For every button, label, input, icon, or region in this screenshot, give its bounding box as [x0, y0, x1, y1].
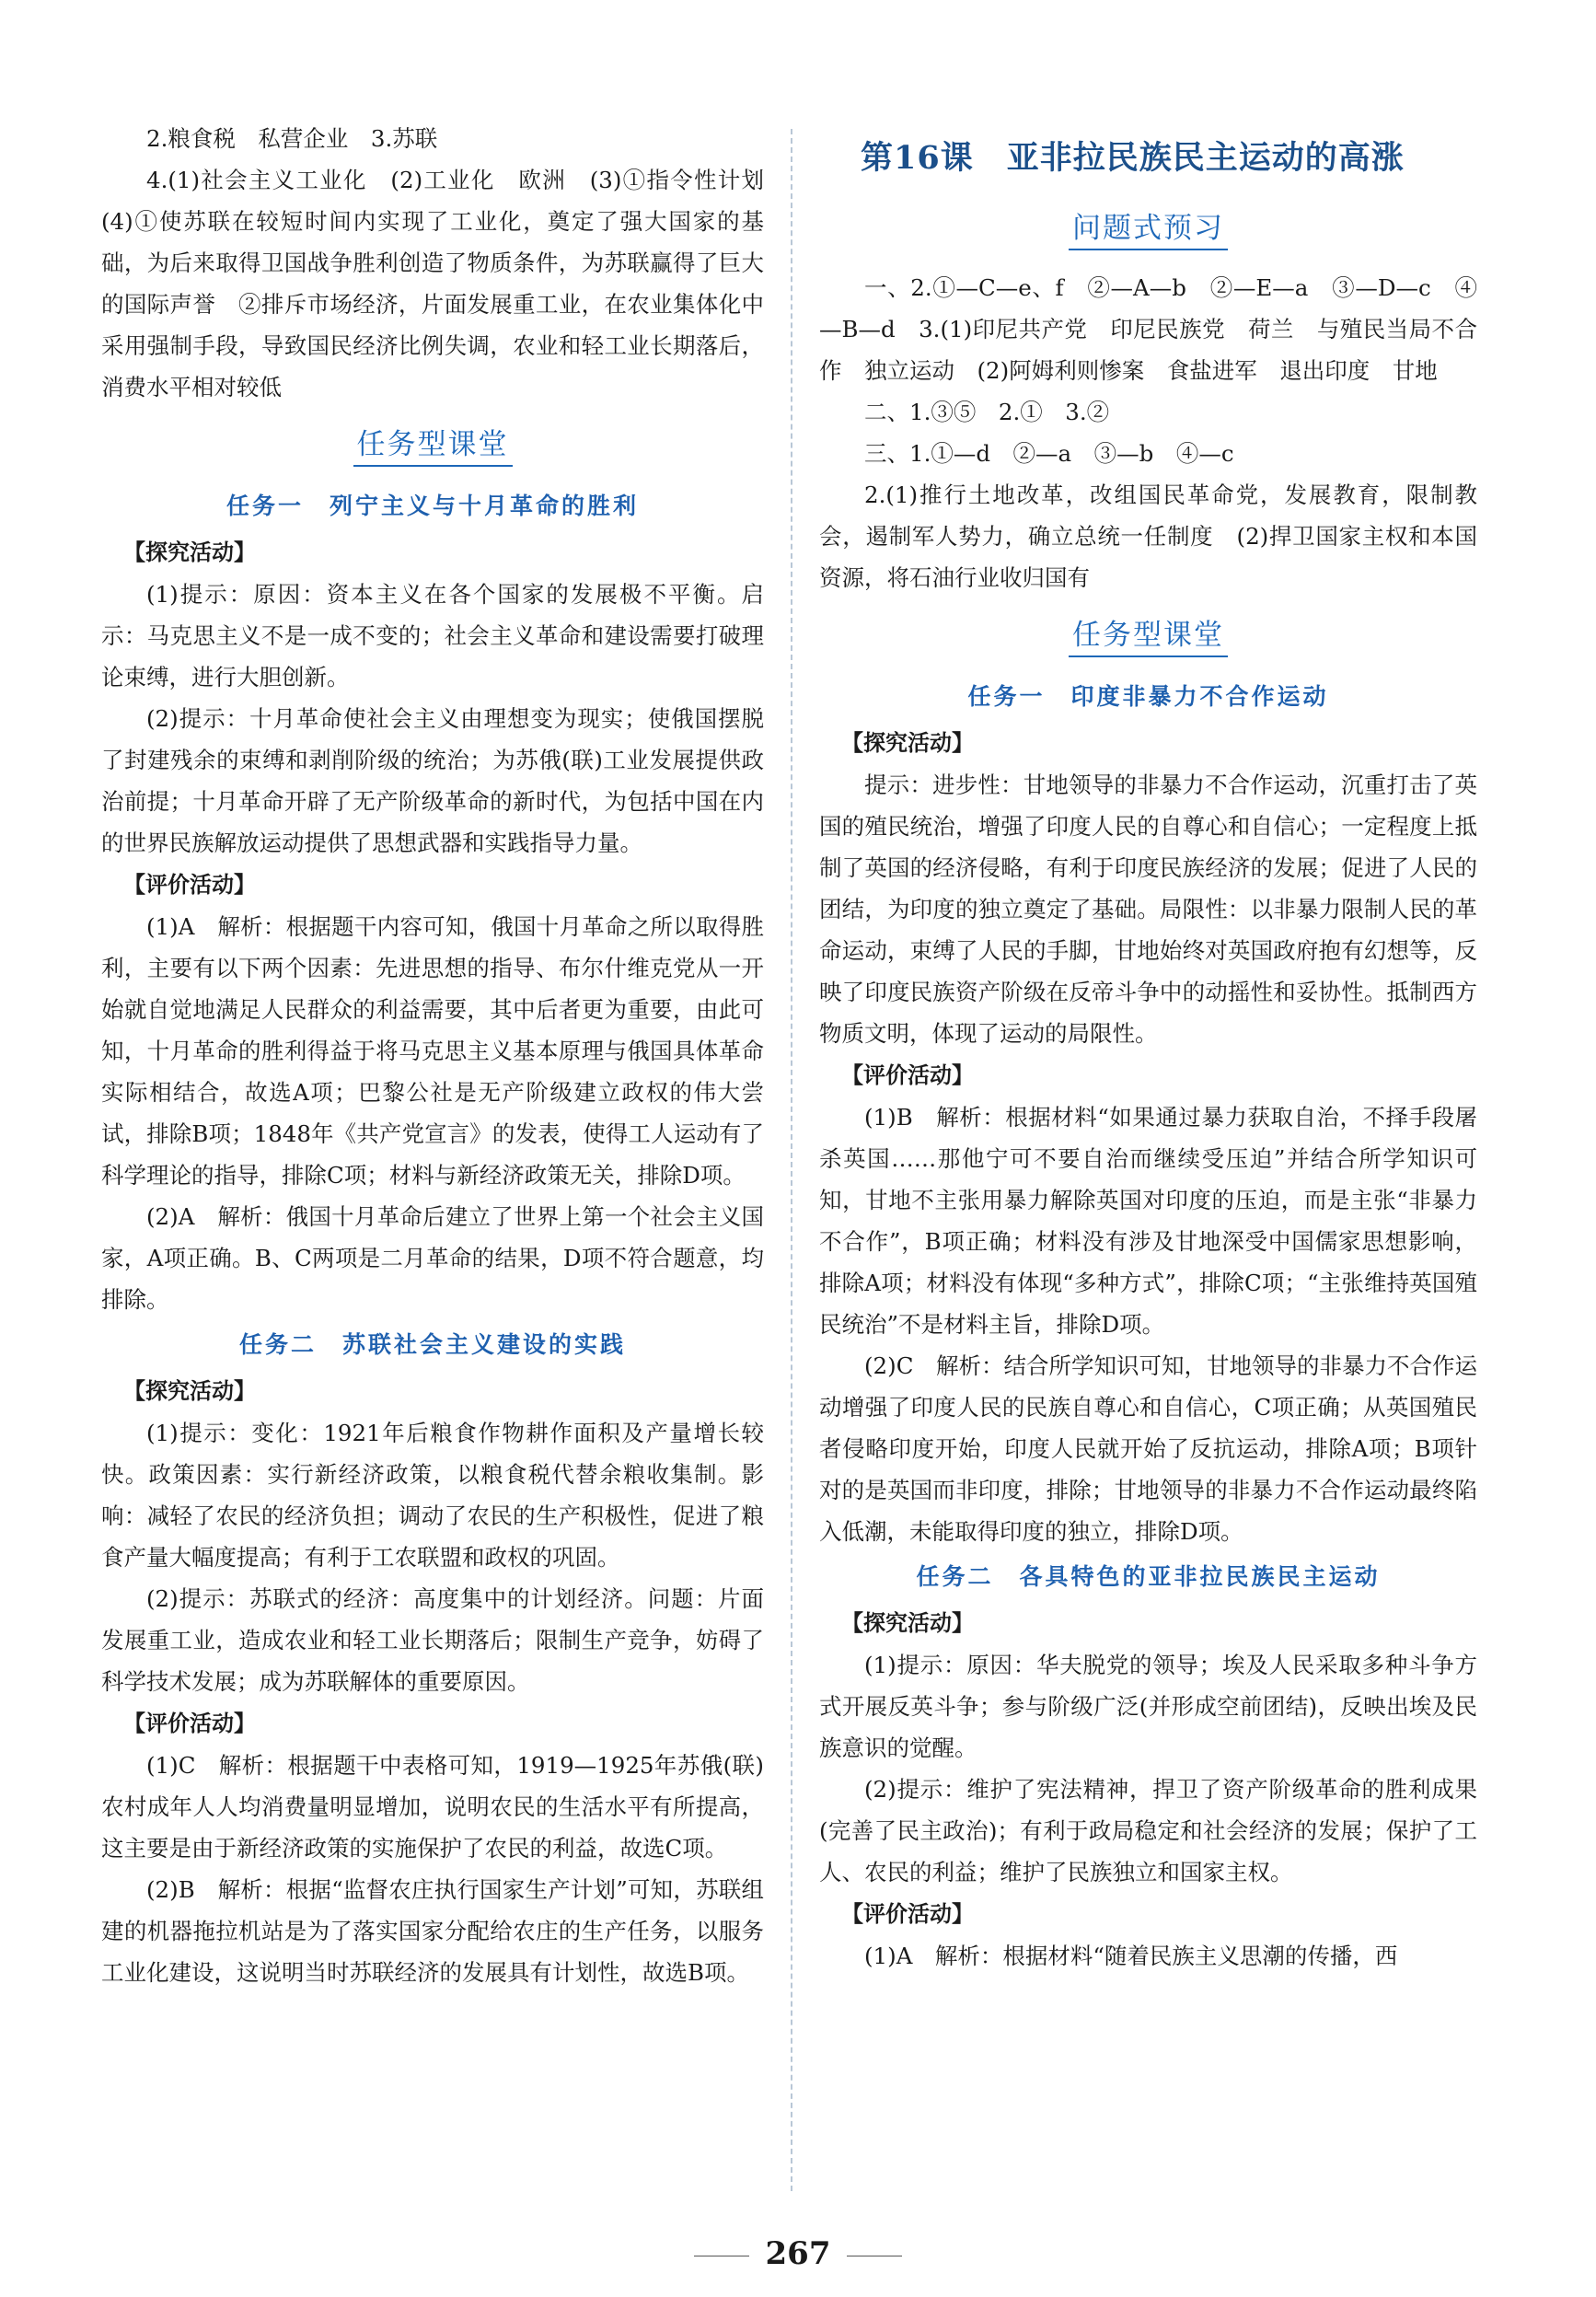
task-heading: 任务一 列宁主义与十月革命的胜利 — [226, 493, 639, 519]
activity-heading: 【探究活动】 — [841, 730, 974, 756]
paragraph: (2)提示：十月革命使社会主义由理想变为现实；使俄国摆脱了封建残余的束缚和剥削阶级的统治；为苏俄(联)工业发展提供政治前提；十月革命开辟了无产阶级革命的新时代，为包括中国在内的世界民族解放运动提供了思想武器和实践指导力量。 — [101, 705, 764, 856]
paragraph: (2)C 解析：结合所学知识可知，甘地领导的非暴力不合作运动增强了印度人民的民族自尊心和自信心，C项正确；从英国殖民者侵略印度开始，印度人民就开始了反抗运动，排除A项；B项针对的是英国而非印度，排除；甘地领导的非暴力不合作运动最终陷入低潮，未能取得印度的独立，排除D项。 — [819, 1352, 1477, 1545]
answer-line: 2.粮食税 私营企业 3.苏联 — [146, 125, 438, 152]
paragraph: (1)A 解析：根据题干内容可知，俄国十月革命之所以取得胜利，主要有以下两个因素：先进思想的指导、布尔什维克党从一开始就自觉地满足人民群众的利益需要，其中后者更为重要，由此可知，十月革命的胜利得益于将马克思主义基本原理与俄国具体革命实际相结合，故选A项；巴黎公社是无产阶级建立政权的伟大尝试，排除B项；1848年《共产党宣言》的发表，使得工人运动有了科学理论的指导，排除C项；材料与新经济政策无关，排除D项。 — [101, 913, 764, 1189]
activity-heading: 【探究活动】 — [123, 1378, 256, 1404]
paragraph: 提示：进步性：甘地领导的非暴力不合作运动，沉重打击了英国的殖民统治，增强了印度人民的自尊心和自信心；一定程度上抵制了英国的经济侵略，有利于印度民族经济的发展；促进了人民的团结，为印度的独立奠定了基础。局限性：以非暴力限制人民的革命运动，束缚了人民的手脚，甘地始终对英国政府抱有幻想等，反映了印度民族资产阶级在反帝斗争中的动摇性和妥协性。抵制西方物质文明，体现了运动的局限性。 — [819, 771, 1477, 1047]
paragraph: (2)提示：苏联式的经济：高度集中的计划经济。问题：片面发展重工业，造成农业和轻工业长期落后；限制生产竞争，妨碍了科学技术发展；成为苏联解体的重要原因。 — [101, 1585, 764, 1695]
activity-heading: 【评价活动】 — [123, 1711, 256, 1736]
activity-heading: 【评价活动】 — [841, 1062, 974, 1088]
activity-heading: 【探究活动】 — [123, 539, 256, 565]
section-heading: 任务型课堂 — [819, 615, 1477, 663]
section-heading: 任务型课堂 — [101, 424, 764, 472]
paragraph: (2)提示：维护了宪法精神，捍卫了资产阶级革命的胜利成果(完善了民主政治)；有利于政局稳定和社会经济的发展；保护了工人、农民的利益；维护了民族独立和国家主权。 — [819, 1776, 1477, 1885]
page-number: 267 — [0, 2235, 1596, 2272]
task-heading: 任务二 苏联社会主义建设的实践 — [238, 1331, 626, 1358]
activity-heading: 【评价活动】 — [841, 1901, 974, 1927]
task-heading: 任务二 各具特色的亚非拉民族民主运动 — [916, 1563, 1381, 1590]
answer-line: 2.(1)推行土地改革，改组国民革命党，发展教育，限制教会，遏制军人势力，确立总统一任制度 (2)捍卫国家主权和本国资源，将石油行业收归国有 — [819, 481, 1477, 591]
activity-heading: 【评价活动】 — [123, 872, 256, 898]
answer-line: 一、2.①—C—e、f ②—A—b ②—E—a ③—D—c ④—B—d 3.(1)印尼共产党 印尼民族党 荷兰 与殖民当局不合作 独立运动 (2)阿姆利则惨案 食盐进军 退出印度 甘地 — [819, 274, 1477, 384]
paragraph: (1)A 解析：根据材料“随着民族主义思潮的传播，西 — [864, 1943, 1398, 1969]
paragraph: (1)提示：原因：华夫脱党的领导；埃及人民采取多种斗争方式开展反英斗争；参与阶级广泛(并形成空前团结)，反映出埃及民族意识的觉醒。 — [819, 1652, 1477, 1761]
task-heading: 任务一 印度非暴力不合作运动 — [967, 683, 1329, 710]
right-column — [819, 118, 1477, 1977]
section-heading: 问题式预习 — [819, 208, 1477, 256]
left-column — [101, 118, 787, 1993]
paragraph: (2)A 解析：俄国十月革命后建立了世界上第一个社会主义国家，A项正确。B、C两项是二月革命的结果，D项不符合题意，均排除。 — [101, 1203, 764, 1313]
paragraph: (1)C 解析：根据题干中表格可知，1919—1925年苏俄(联)农村成年人人均消费量明显增加，说明农民的生活水平有所提高，这主要是由于新经济政策的实施保护了农民的利益，故选C项。 — [101, 1752, 764, 1862]
answer-line: 二、1.③⑤ 2.① 3.② — [864, 399, 1110, 425]
lesson-title: 第16课 亚非拉民族民主运动的高涨 — [861, 139, 1405, 177]
paragraph: (2)B 解析：根据“监督农庄执行国家生产计划”可知，苏联组建的机器拖拉机站是为了落实国家分配给农庄的生产任务，以服务工业化建设，这说明当时苏联经济的发展具有计划性，故选B项。 — [101, 1876, 764, 1986]
answer-line: 三、1.①—d ②—a ③—b ④—c — [864, 440, 1234, 467]
paragraph: (1)B 解析：根据材料“如果通过暴力获取自治，不择手段屠杀英国……那他宁可不要自治而继续受压迫”并结合所学知识可知，甘地不主张用暴力解除英国对印度的压迫，而是主张“非暴力不合作”，B项正确；材料没有涉及甘地深受中国儒家思想影响，排除A项；材料没有体现“多种方式”，排除C项；“主张维持英国殖民统治”不是材料主旨，排除D项。 — [819, 1104, 1477, 1338]
answer-line: 4.(1)社会主义工业化 (2)工业化 欧洲 (3)①指令性计划 (4)①使苏联在较短时间内实现了工业化，奠定了强大国家的基础，为后来取得卫国战争胜利创造了物质条件，为苏联赢得了巨大的国际声誉 ②排斥市场经济，片面发展重工业，在农业集体化中采用强制手段，导致国民经济比例失调，农业和轻工业长期落后，消费水平相对较低 — [101, 167, 787, 400]
column-divider — [791, 129, 792, 2191]
paragraph: (1)提示：变化：1921年后粮食作物耕作面积及产量增长较快。政策因素：实行新经济政策，以粮食税代替余粮收集制。影响：减轻了农民的经济负担；调动了农民的生产积极性，促进了粮食产量大幅度提高；有利于工农联盟和政权的巩固。 — [101, 1420, 764, 1571]
activity-heading: 【探究活动】 — [841, 1610, 974, 1636]
paragraph: (1)提示：原因：资本主义在各个国家的发展极不平衡。启示：马克思主义不是一成不变的；社会主义革命和建设需要打破理论束缚，进行大胆创新。 — [101, 581, 764, 690]
